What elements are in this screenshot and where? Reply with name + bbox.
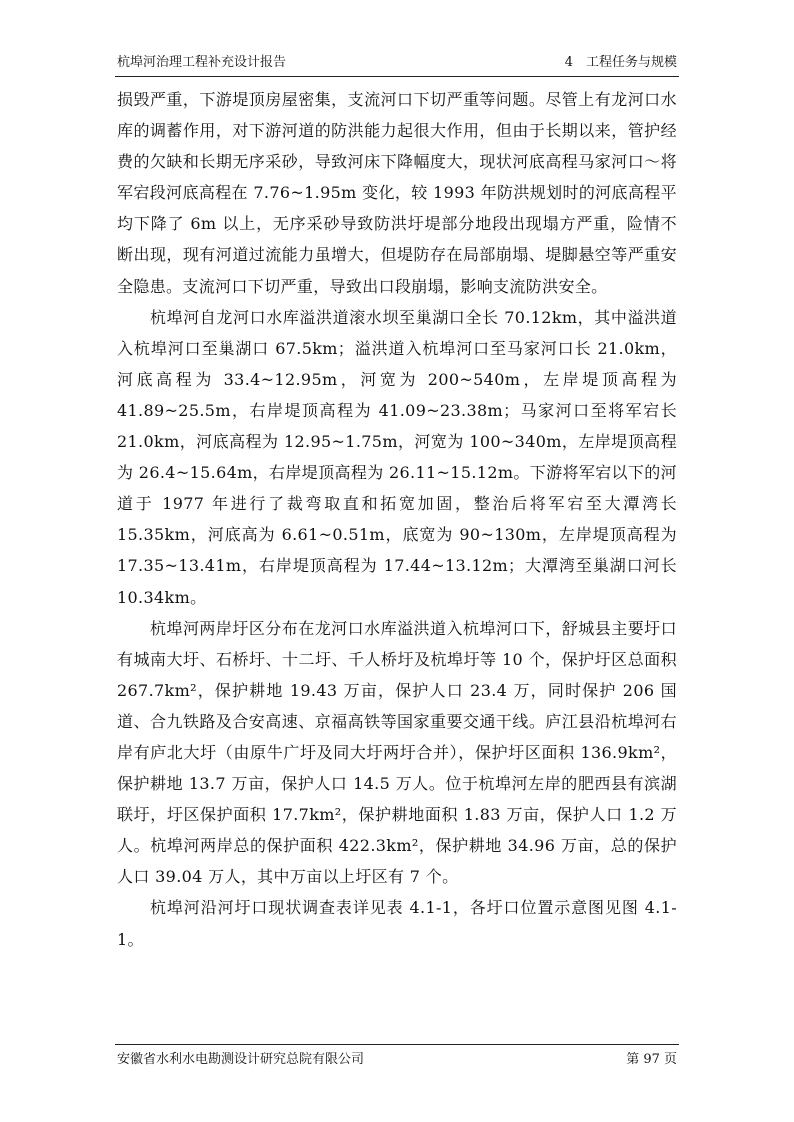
organization-name: 安徽省水利水电勘测设计研究总院有限公司 xyxy=(117,1052,365,1067)
paragraph-4: 杭埠河沿河圩口现状调查表详见表 4.1-1，各圩口位置示意图见图 4.1-1。 xyxy=(117,898,677,949)
page-number: 第 97 页 xyxy=(626,1052,677,1067)
header-divider xyxy=(115,76,679,77)
paragraph-2: 杭埠河自龙河口水库溢洪道滚水坝至巢湖口全长 70.12km，其中溢洪道入杭埠河口至巢湖口 67.5km；溢洪道入杭埠河口至马家河口长 21.0km，河底高程为 33.4~12.95m，河宽为 200~540m，左岸堤顶高程为 41.89~25.5m，右岸堤顶高程为 41.09~23.38m；马家河口至将军宕长 21.0km，河底高程为 12.95~1.75m，河宽为 100~340m，左岸堤顶高程为 26.4~15.64m，右岸堤顶高程为 26.11~15.12m。下游将军宕以下的河道于 1977 年进行了裁弯取直和拓宽加固，整治后将军宕至大潭湾长 15.35km，河底高为 6.61~0.51m，底宽为 90~130m，左岸堤顶高程为 17.35~13.41m，右岸堤顶高程为 17.44~13.12m；大潭湾至巢湖口河长 10.34km。 xyxy=(117,307,677,607)
paragraph-3: 杭埠河两岸圩区分布在龙河口水库溢洪道入杭埠河口下，舒城县主要圩口有城南大圩、石桥圩、十二圩、千人桥圩及杭埠圩等 10 个，保护圩区总面积 267.7km²，保护耕地 19.43 万亩，保护人口 23.4 万，同时保护 206 国道、合九铁路及合安高速、京福高铁等国家重要交通干线。庐江县沿杭埠河右岸有庐北大圩（由原牛广圩及同大圩两圩合并），保护圩区面积 136.9km²，保护耕地 13.7 万亩，保护人口 14.5 万人。位于杭埠河左岸的肥西县有滨湖联圩，圩区保护面积 17.7km²，保护耕地面积 1.83 万亩，保护人口 1.2 万人。杭埠河两岸总的保护面积 422.3km²，保护耕地 34.96 万亩，总的保护人口 39.04 万人，其中万亩以上圩区有 7 个。 xyxy=(117,618,677,887)
footer-divider xyxy=(115,1044,679,1045)
page-header xyxy=(117,52,677,74)
paragraph-1: 损毁严重，下游堤顶房屋密集，支流河口下切严重等问题。尽管上有龙河口水库的调蓄作用，对下游河道的防洪能力起很大作用，但由于长期以来，管护经费的欠缺和长期无序采砂，导致河床下降幅度大，现状河底高程马家河口～将军宕段河底高程在 7.76~1.95m 变化，较 1993 年防洪规划时的河底高程平均下降了 6m 以上，无序采砂导致防洪圩堤部分地段出现塌方严重，险情不断出现，现有河道过流能力虽增大，但堤防存在局部崩塌、堤脚悬空等严重安全隐患。支流河口下切严重，导致出口段崩塌，影响支流防洪安全。 xyxy=(117,90,677,296)
chapter-title: 4 工程任务与规模 xyxy=(564,55,677,70)
page-footer xyxy=(117,1049,677,1071)
document-body xyxy=(117,84,677,955)
report-title: 杭埠河治理工程补充设计报告 xyxy=(117,55,287,70)
